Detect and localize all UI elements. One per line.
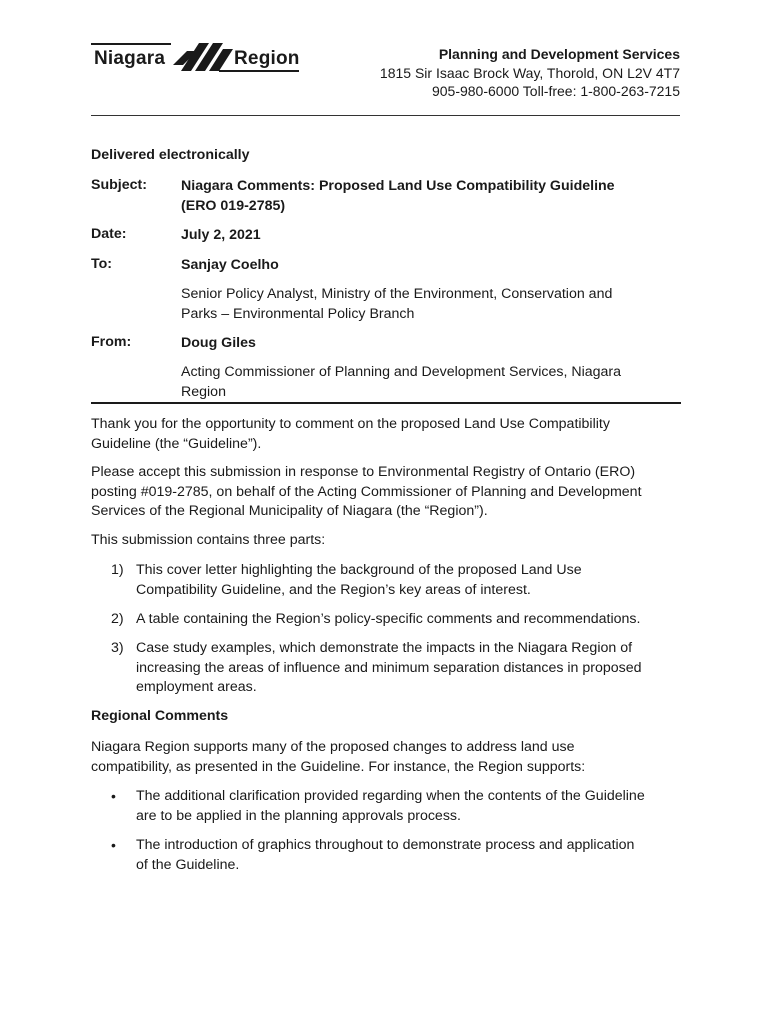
support-paragraph [91,738,686,777]
department-phone: 905-980-6000 Toll-free: 1-800-263-7215 [431,83,680,99]
bullet-line: The additional clarification provided regarding when the contents of the Guideline [136,788,645,804]
section-heading: Regional Comments [91,708,229,724]
paragraph-line: posting #019-2785, on behalf of the Acting Commissioner of Planning and Development [91,483,642,500]
list-item-text [136,610,681,630]
from-name: Doug Giles [181,335,256,351]
submission-paragraph [91,463,686,522]
subject-line-1: Niagara Comments: Proposed Land Use Compatibility Guideline [181,178,615,194]
subject-label: Subject: [91,177,147,193]
list-line: Compatibility Guideline, and the Region’s key areas of interest. [136,581,531,598]
memo-divider [91,402,681,404]
logo-rule-top [91,43,171,45]
bullet-line: of the Guideline. [136,856,240,873]
subject-line-2: (ERO 019-2785) [181,197,286,214]
list-item-text [136,639,681,698]
parts-intro-paragraph: This submission contains three parts: [91,532,326,548]
list-line: Case study examples, which demonstrate the impacts in the Niagara Region of [136,640,633,656]
date-label: Date: [91,226,127,242]
from-label: From: [91,334,132,350]
to-name: Sanjay Coelho [181,257,279,273]
bullet-line: are to be applied in the planning approvals process. [136,807,461,824]
from-title-line-1: Acting Commissioner of Planning and Development Services, Niagara [181,364,622,380]
delivery-note: Delivered electronically [91,147,250,163]
niagara-region-logo [91,39,301,75]
department-name: Planning and Development Services [438,46,680,62]
logo-rule-bottom [219,70,299,72]
to-title-line-2: Parks – Environmental Policy Branch [181,305,415,322]
from-title-line-2: Region [181,383,226,400]
list-line: This cover letter highlighting the background of the proposed Land Use [136,562,582,578]
to-title-line-1: Senior Policy Analyst, Ministry of the Environment, Conservation and [181,286,613,302]
paragraph-line: Thank you for the opportunity to comment on the proposed Land Use Compatibility [91,416,610,432]
bullet-text [136,787,681,826]
list-item-text [136,561,681,600]
paragraph-line: Niagara Region supports many of the proposed changes to address land use [91,739,575,755]
date-value: July 2, 2021 [181,227,261,243]
letterhead-contact [380,45,680,101]
list-line: increasing the areas of influence and minimum separation distances in proposed [136,659,642,676]
paragraph-line: Please accept this submission in response to Environmental Registry of Ontario (ERO) [91,464,636,480]
logo-word-niagara: Niagara [94,48,166,69]
from-title [181,363,656,402]
department-address: 1815 Sir Isaac Brock Way, Thorold, ON L2V 4T7 [379,64,680,81]
bullet-text [136,836,681,875]
logo-word-region: Region [234,48,300,69]
paragraph-line: Guideline (the “Guideline”). [91,435,262,452]
list-number: 1) [111,562,124,578]
subject-value [181,177,656,216]
paragraph-line: compatibility, as presented in the Guideline. For instance, the Region supports: [91,758,586,775]
intro-paragraph [91,415,686,454]
bullet-icon: • [111,788,116,804]
bullet-line: The introduction of graphics throughout to demonstrate process and application [136,837,635,853]
list-number: 3) [111,640,124,656]
bullet-icon: • [111,837,116,853]
list-line: A table containing the Region’s policy-specific comments and recommendations. [136,611,641,627]
list-line: employment areas. [136,679,257,695]
letterhead-divider [91,115,680,116]
niagara-region-slash-icon [171,41,233,73]
to-title [181,285,656,324]
list-number: 2) [111,611,124,627]
to-label: To: [91,256,113,272]
paragraph-line: Services of the Regional Municipality of Niagara (the “Region”). [91,503,488,519]
